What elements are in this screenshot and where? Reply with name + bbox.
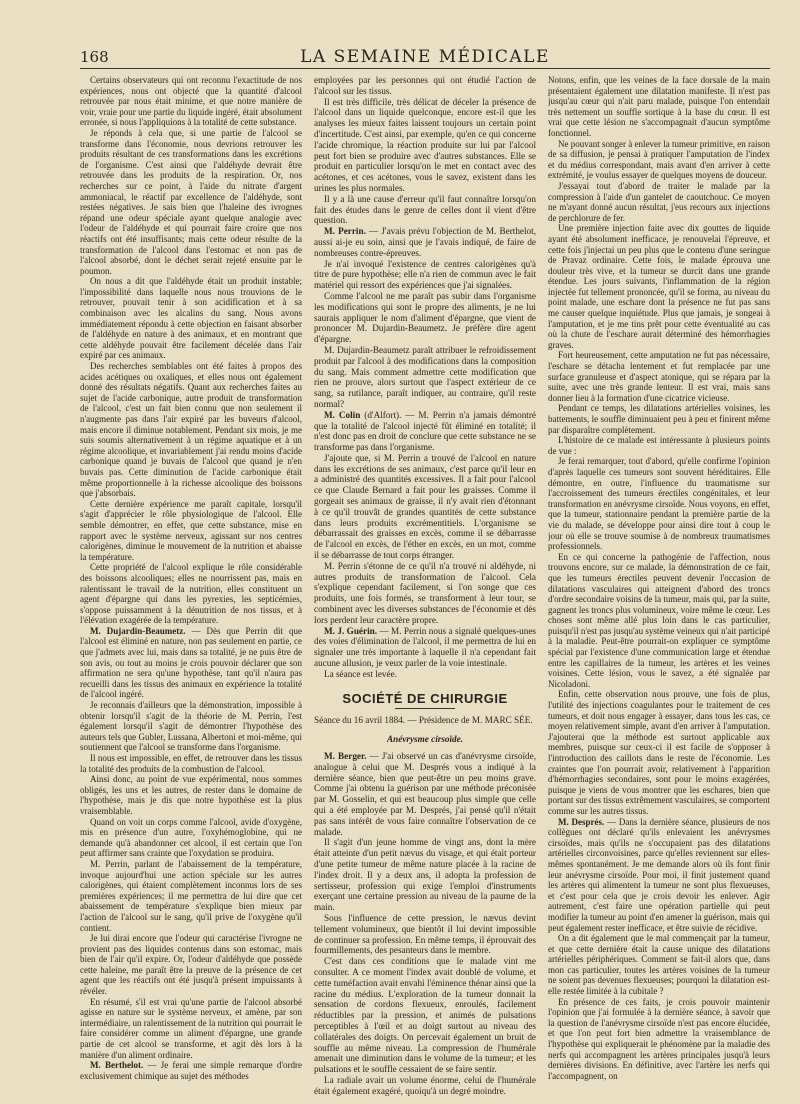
paragraph-text: Cette propriété de l'alcool explique le rôle considérable des boissons alcooliques; elles ne nourrissent pas, mais en ralentissant le travail de la nutrition, elles constituent un agent d'épargne qui dans les pyrexies, les septicémies, s'oppose puissamment à la dénutrition de nos tissus, et à l'élévation exagérée de la température. [80,562,302,626]
paragraph [548,456,770,551]
paragraph [80,75,302,128]
paragraph [80,700,302,753]
paragraph [548,435,770,456]
paragraph-text: On a dit également que le mal commençait par la tumeur, et que cette dernière était la cause unique des dilatations artérielles périphériques. Comment se fait-il alors que, dans mon cas particulier, toutes les artères voisines de la tumeur ne soient pas devenues flexueuses; pourquoi la dilatation est-elle restée limitée à la cubitale ? [548,933,770,997]
section-subtitle: Anévrysme cirsoïde. [386,734,464,745]
column-1 [80,75,302,1100]
speaker-name: M. Dujardin-Beaumetz. [90,625,186,636]
speaker-name: M. J. Guérin. [324,625,378,636]
paragraph [548,75,770,139]
speaker-name: M. Perrin. [324,226,366,237]
paragraph [80,1060,302,1081]
paragraph [314,561,536,626]
paragraph-text: Je reconnais d'ailleurs que la démonstration, impossible à obtenir lorsqu'il s'agit de la théorie de M. Perrin, l'est également lorsqu'il s'agit de démontrer l'hypothèse des auteurs tels que Gubler, Lussana, Albertoni et moi-même, qui soutiennent que l'alcool se transforme dans l'organisme. [80,700,302,753]
paragraph [314,956,536,1075]
paragraph-text: C'est dans ces conditions que le malade vint me consulter. A ce moment l'index avait doublé de volume, et cette tuméfaction avait envahi l'éminence thénar ainsi que la racine du médius. L'exploration de la tumeur donnait la sensation de cordons flexueux, enroulés, facilement réductibles par la pression, et animés de pulsations perceptibles à l'œil et au doigt surtout au niveau des collatérales des doigts. On percevait également un bruit de souffle au même niveau. La compression de l'humérale amenait une diminution dans le volume de la tumeur; et les pulsations et le souffle cessaient de se faire sentir. [314,956,536,1075]
paragraph-text: (d'Alfort). — M. Perrin n'a jamais démontré que la totalité de l'alcool injecté fût éliminé en totalité; il n'est donc pas en droit de conclure que cette substance ne se transforme pas dans l'organisme. [314,409,536,453]
page-number: 168 [80,48,109,66]
column-3 [548,75,770,1100]
speaker-name: M. Després. [558,816,605,827]
paragraph [548,997,770,1082]
paragraph [80,774,302,816]
section-title: SOCIÉTÉ DE CHIRURGIE [314,694,536,710]
paragraph-text: Ne pouvant songer à enlever la tumeur primitive, en raison de sa diffusion, je pensai à pratiquer l'amputation de l'index et du médius correspondant, mais avant d'en arriver à cette extrémité, je voulus essayer de quelques moyens de douceur. [548,138,770,181]
session-meta: Séance du 16 avril 1884. — Présidence de M. MARC SÉE. [314,715,533,726]
paragraph-text: Fort heureusement, cette amputation ne fut pas nécessaire, l'eschare se détacha lentement et fut remplacée par une surface granuleuse et d'aspect atonique, qui se répara par la suite, avec une très grande lenteur. Il est vrai, mais sans donner lieu à la formation d'une cicatrice vicieuse. [548,350,770,403]
paragraph [548,817,770,934]
paragraph-text: Une première injection faite avec dix gouttes de liquide ayant été absolument inefficace, je renouvelai l'épreuve, et cette fois j'injectai un peu plus que le contenu d'une seringue de Pravaz ordinaire. Cette fois, le malade éprouva une douleur très vive, et la tumeur se durcit dans une grande étendue. Les jours suivants, l'inflammation de la région injectée fut tellement prononcée, qu'il se forma, au niveau du point malade, une eschare dont la présence ne fut pas sans me causer quelque inquiétude. Plus que jamais, je songeai à l'amputation, et je me tins prêt pour cette éventualité au cas où la chute de l'eschare aurait déterminé des hémorrhagies graves. [548,223,770,350]
paragraph [314,75,536,97]
paragraph [80,128,302,276]
paragraph [80,562,302,626]
paragraph [314,291,536,345]
paragraph-text: La radiale avait un volume énorme, celui de l'humérale était également exagéré, quoiqu'à un degré moindre. [314,1074,536,1096]
paragraph-text: En ce qui concerne la pathogénie de l'affection, nous trouvons encore, sur ce malade, la démonstration de ce fait, que les tumeurs érectiles peuvent devenir l'occasion de dilatations vasculaires qui atteignent d'abord des troncs d'ordre secondaire voisins de la tumeur, mais qui, par la suite, gagnent les troncs plus volumineux, voire même le cœur. Les choses sont même allé plus loin dans le cas particulier, puisqu'il n'est pas jusqu'au système veineux qui n'ait participé à la maladie. Peut-être pourrait-on expliquer ce symptôme spécial par l'existence d'une communication large et étendue entre les capillaires de la tumeur, les artères et les veines voisines. Cette lésion, vous le savez, a été signalée par Nicoladoni. [548,551,770,689]
paragraph [548,689,770,816]
paragraph-text: — M. Perrin nous a signalé quelques-unes des voies d'élimination de l'alcool, il me permettra de lui en signaler une très importante à laquelle il n'a cependant fait aucune allusion, je veux parler de la voie intestinale. [314,625,536,669]
paragraph-text: — Dès que Perrin dit que l'alcool est éliminé en nature, non pas seulement en partie, ce que j'admets avec lui, mais dans sa totalité, je ne puis être de son avis, ou tout au moins je crois pouvoir déclarer que son affirmation ne sera qu'une hypothèse, tant qu'il n'aura pas recueilli dans les tissus des animaux en expérience la totalité de l'alcool ingéré. [80,625,302,700]
paragraph-text: En résumé, s'il est vrai qu'une partie de l'alcool absorbé agisse en nature sur le système nerveux, et amène, par son intermédiaire, un ralentissement de la nutrition qui pourrait le faire considérer comme un aliment d'épargne, une grande partie de cet alcool se transforme, et agit dès lors à la manière d'un aliment ordinaire. [80,996,302,1060]
paragraph-text: Je ferai remarquer, tout d'abord, qu'elle confirme l'opinion d'après laquelle ces tumeurs sont souvent héréditaires. Elle démontre, en outre, l'influence du traumatisme sur l'accroissement des tumeurs érectiles congénitales, et leur transformation en anévrysme cirsoïde. Nous voyons, en effet, que la tumeur, stationnaire pendant la première partie de la vie du malade, se développe pour ainsi dire tout à coup le jour où elle se trouve soumise à de nombreux traumatismes professionnels. [548,456,770,552]
paragraph-text: Il s'agit d'un jeune homme de vingt ans, dont la mère était atteinte d'un petit nævus du visage, et qui était porteur d'une petite tumeur de même nature placée à la racine de l'index droit. Il y a deux ans, il adopta la profession de sertisseur, profession qui exige l'emploi d'instruments exerçant une certaine pression au niveau de la paume de la main. [314,837,536,913]
paragraph [80,933,302,997]
paragraph [80,817,302,859]
paragraph-text: M. Perrin, parlant de l'abaissement de la température, invoque aujourd'hui une action spéciale sur les autres calorigènes, qui étaient complètement inconnus lors de ses premières expériences; il me permettra de lui dire que cet abaissement de température s'explique bien mieux par l'action de l'alcool sur le sang, qu'il prive de l'oxygène qu'il contient. [80,858,302,933]
paragraph-text: Cette dernière expérience me paraît capitale, lorsqu'il s'agit d'apprécier le rôle physiologique de l'alcool. Elle semble démontrer, en effet, que cette substance, mise en rapport avec le système nerveux, agissant sur nos centres calorigènes, diminue le mouvement de la nutrition et abaisse la température. [80,498,302,562]
paragraph-text: J'ajoute que, si M. Perrin a trouvé de l'alcool en nature dans les excrétions de ses animaux, c'est parce qu'il leur en a administré des quantités excessives. Il a fait pour l'alcool ce que Claude Bernard a fait pour les graisses. Comme il gorgeait ses animaux de graisse, il n'y avait rien d'étonnant à ce qu'il trouvât de grandes quantités de cette substance dans leurs produits excrémentitiels. L'organisme se débarrassait des graisses en excès, comme il se débarrasse de l'alcool en excès, de l'éther en excès, en un mot, comme il se débarrasse de tout corps étranger. [314,452,536,561]
text-columns [80,75,770,1100]
paragraph-text: — Dans la dernière séance, plusieurs de nos collègues ont déclaré qu'ils enlevaient les anévrysmes cirsoïdes, mais qu'ils ne s'occupaient pas des dilatations artérielles circonvoisines, parce qu'elles reviennent sur elles-mêmes spontanément. Je me demande alors où ils font finir leur anévrysme cirsoïde. Pour moi, il finit justement quand les artères qui alimentent la tumeur ne sont plus flexueuses, et c'est pour cela que je crois devoir les enlever. Agir autrement, c'est faire une opération partielle qui peut modifier la tumeur au point d'en amener la guérison, mais qui peut également rester inefficace, et être suivie de récidive. [548,816,770,933]
paragraph [548,552,770,690]
page-header [80,46,770,69]
paragraph-text: Je lui dirai encore que l'odeur qui caractérise l'ivrogne ne provient pas des liquides contenus dans son estomac, mais bien de l'air qu'il expire. Or, l'odeur d'aldéhyde que possède cette haleine, me paraît être la preuve de la présence de cet agent que les réactifs ont été jusqu'à présent impuissants à révéler. [80,933,302,997]
paragraph [80,753,302,774]
running-title: LA SEMAINE MÉDICALE [300,47,550,67]
paragraph-text: Enfin, cette observation nous prouve, une fois de plus, l'utilité des injections coagulantes pour le traitement de ces tumeurs, et doit nous engager à essayer, dans tous les cas, ce moyen relativement simple, avant d'en arriver à l'amputation. J'ajouterai que la méthode est surtout applicable aux membres, puisque sur ceux-ci il est facile de s'opposer à l'introduction des caillots dans le reste de l'économie. Les craintes que l'on pourrait avoir, relativement à l'apparition d'hémorrhagies secondaires, sont pour le moins exagérées, puisque je viens de vous montrer que les eschares, bien que portant sur des tissus extrêmement vasculaires, se comportent comme sur les autres tissus. [548,689,770,816]
paragraph-text: — J'avais prévu l'objection de M. Berthelot, aussi ai-je eu soin, ainsi que je l'avais indiqué, de faire de nombreuses contre-épreuves. [314,226,536,258]
paragraph [314,345,536,410]
paragraph-text: Comme l'alcool ne me paraît pas subir dans l'organisme les modifications qui sont le propre des aliments, je ne lui saurais appliquer le nom d'aliment d'épargne, que vient de prononcer M. Dujardin-Beaumetz. Je préfère dire agent d'épargne. [314,290,536,345]
paragraph-text: Quand on voit un corps comme l'alcool, avide d'oxygène, mis en présence d'un autre, l'oxyhémoglobine, qui ne demande qu'à abandonner cet alcool, il est certain que l'on peut affirmer sans crainte que l'oxydation se produira. [80,816,302,859]
paragraph-text: L'histoire de ce malade est intéressante à plusieurs points de vue : [548,435,770,456]
paragraph-text: M. Dujardin-Beaumetz paraît attribuer le refroidissement produit par l'alcool à des modifications dans la composition du sang. Mais comment admettre cette modification que rien ne prouve, alors surtout que l'aspect extérieur de ce sang, sa rutilance, paraît indiquer, au contraire, qu'il reste normal? [314,344,536,409]
paragraph-text: — J'ai observé un cas d'anévrysme cirsoïde, analogue à celui que M. Després vous a indiqué à la dernière séance, bien que peut-être un peu moins grave. Comme j'ai obtenu la guérison par une méthode préconisée par M. Gosselin, et qui est beaucoup plus simple que celle qui a été employée par M. Després, j'ai pensé qu'il n'était pas sans intérêt de vous faire connaître l'observation de ce malade. [314,751,536,837]
paragraph [314,194,536,226]
paragraph [548,223,770,350]
paragraph-text: Il nous est impossible, en effet, de retrouver dans les tissus la totalité des produits de la combustion de l'alcool. [80,753,302,774]
paragraph [314,1075,536,1097]
paragraph-text: employées par les personnes qui ont étudié l'action de l'alcool sur les tissus. [314,75,536,96]
speaker-name: M. Berger. [324,751,367,762]
speaker-name: M. Berthelot. [90,1060,144,1071]
paragraph-text: M. Perrin s'étonne de ce qu'il n'a trouvé ni aldéhyde, ni autres produits de transformation de l'alcool. Cela s'explique cependant facilement, si l'on songe que ces produits, une fois formés, se transforment à leur tour, se combinent avec les diverses substances de l'économie et dès lors perdent leur caractère propre. [314,560,536,625]
paragraph-text: Notons, enfin, que les veines de la face dorsale de la main présentaient également une dilatation manifeste. Il n'est pas jusqu'au cœur qui n'ait paru malade, puisque l'on entendait très nettement un souffle sortique à la base du cœur. Il est vrai que cette lésion ne s'accompagnait d'aucun symptôme fonctionnel. [548,75,770,138]
paragraph [80,361,302,499]
paragraph [314,669,536,680]
paragraph [314,453,536,561]
paragraph-text: Sous l'influence de cette pression, le nævus devint tellement volumineux, que bientôt il lui devint impossible de continuer sa profession. En même temps, il éprouvait des fourmillements, des pesanteurs dans le membre. [314,912,536,956]
paragraph [314,626,536,669]
paragraph-text: Il est très difficile, très délicat de déceler la présence de l'alcool dans un liquide quelconque, encore est-il que les analyses les mieux faites laissent toujours un certain point d'incertitude. C'est ainsi, par exemple, qu'en ce qui concerne l'acide chromique, la réaction produite sur lui par l'alcool peut fort bien se produire avec d'autres substances. Elle se produit en particulier lorsqu'on le met en contact avec des acétones, et ces acétones, vous le savez, existent dans les urines les plus normales. [314,96,536,193]
paragraph [80,997,302,1061]
paragraph [314,97,536,194]
paragraph [548,933,770,997]
paragraph [548,181,770,223]
paragraph-text: La séance est levée. [324,668,397,679]
paragraph-text: En présence de ces faits, je crois pouvoir maintenir l'opinion que j'ai formulée à la dernière séance, à savoir que la question de l'anévrysme cirsoïde n'est pas encore élucidée, et que l'on peut fort bien admettre la vraisemblance de l'hypothèse qui expliquerait le phénomène par la maladie des nerfs qui accompagnent les artères principales jusqu'à leurs dernières divisions. En définitive, avec l'artère les nerfs qui l'accompagnent, on [548,996,770,1081]
speaker-name: M. Colin [324,409,361,420]
paragraph-text: Je n'ai invoqué l'existence de centres calorigènes qu'à titre de pure hypothèse; elle n'a rien de commun avec le fait matériel qui ressort des expériences que j'ai signalées. [314,258,536,291]
paragraph [314,751,536,837]
paragraph-text: J'essayai tout d'abord de traiter le malade par la compression à l'aide d'un gantelet de caoutchouc. Ce moyen ne m'ayant donné aucun résultat, j'eus recours aux injections de perchlorure de fer. [548,180,770,223]
paragraph [314,259,536,291]
paragraph [80,859,302,933]
paragraph [314,913,536,956]
paragraph-text: On nous a dit que l'aldéhyde était un produit instable; l'impossibilité dans laquelle nous nous trouvions de le retrouver, pouvait tenir à son acidification et à sa combinaison avec les alcalins du sang. Nous avons immédiatement répondu à cette objection en faisant absorber de l'aldéhyde en nature à des animaux, et en montrant que cette aldéhyde pouvait être facilement décelée dans l'air expiré par ces animaux. [80,276,302,361]
paragraph [548,350,770,403]
paragraph-text: Je réponds à cela que, si une partie de l'alcool se transforme dans l'économie, nous devrions retrouver les produits résultant de ces transformations dans les excrétions de l'organisme. C'est ainsi que l'aldéhyde devrait être retrouvée dans les produits de la respiration. Or, nos recherches sur ce point, à l'aide du nitrate d'argent ammoniacal, le réactif par excellence de l'aldéhyde, sont restées négatives. Je sais bien que l'haleine des ivrognes répand une odeur spéciale ayant quelque analogie avec l'odeur de l'aldéhyde et qui pourrait faire croire que nos réactifs ont été insuffisants; mais cette odeur résulte de la transformation de l'alcool dans l'estomac et non pas de l'alcool absorbé, dont le déchet serait rejeté ensuite par le poumon. [80,127,302,276]
paragraph [314,410,536,453]
paragraph [548,139,770,181]
paragraph [80,626,302,700]
paragraph-text: Il y a là une cause d'erreur qu'il faut connaître lorsqu'on fait des études dans le genre de celles dont il vient d'être question. [314,193,536,226]
paragraph-text: — Je ferai une simple remarque d'ordre exclusivement chimique au sujet des méthodes [80,1060,302,1081]
paragraph [80,499,302,563]
paragraph-text: Certains observateurs qui ont reconnu l'exactitude de nos expériences, nous ont objecté que la quantité d'alcool retrouvée par nous était minime, et que notre manière de voir, vraie pour une partie du liquide ingéré, était absolument erronée, si nous l'appliquions à la totalité de cette substance. [80,75,302,128]
paragraph-text: Des recherches semblables ont été faites à propos des acides acétiques ou oxaliques, et elles nous ont également donné des résultats négatifs. Quant aux recherches faites au sujet de l'acide carbonique, autre produit de transformation de l'alcool, c'est un fait bien connu que non seulement il n'augmente pas dans l'air expiré par les buveurs d'alcool, mais encore il diminue notablement. Pendant six mois, je me suis soumis alternativement à un régime aquatique et à un régime alcoolique, et invariablement j'ai rendu moins d'acide carbonique quand je buvais de l'alcool que quand je n'en buvais pas. Cette diminution de l'acide carbonique était même proportionnelle à la richesse alcoolique des boissons que j'absorbais. [80,361,302,499]
paragraph [548,403,770,435]
paragraph [314,837,536,913]
paragraph [314,226,536,258]
paragraph-text: Ainsi donc, au point de vue expérimental, nous sommes obligés, les uns et les autres, de rester dans le domaine de l'hypothèse, mais je dis que notre hypothèse est la plus vraisemblable. [80,774,302,816]
paragraph-text: Pendant ce temps, les dilatations artérielles voisines, les battements, le souffle diminuaient peu à peu et finirent même par disparaître complètement. [548,403,770,435]
paragraph [80,276,302,361]
column-2 [314,75,536,1100]
